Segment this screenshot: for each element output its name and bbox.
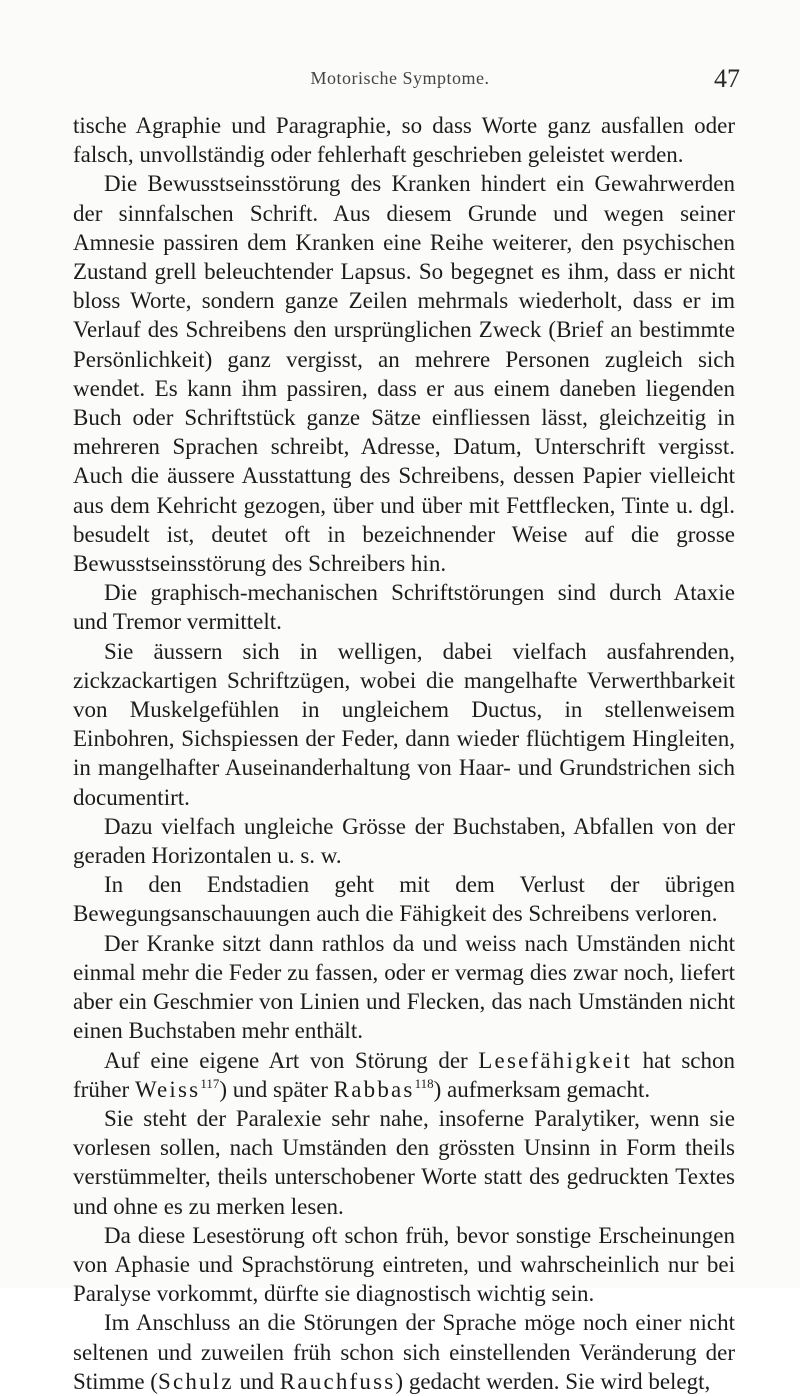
page-number: 47	[714, 64, 740, 93]
text-run: Im Anschluss an die Störungen der Sprache möge noch einer nicht seltenen und zuweilen früh schon sich einstellenden Veränderung der Stimme (	[73, 1310, 735, 1394]
running-head	[0, 64, 800, 98]
author-name: Rauchfuss	[279, 1368, 396, 1394]
paragraph-continuation: tische Agraphie und Paragraphie, so dass Worte ganz ausfallen oder falsch, unvollständig oder fehlerhaft geschrieben geleistet werden.	[73, 113, 735, 168]
emphasized-term: Lesefähigkeit	[478, 1047, 633, 1073]
body-text	[73, 111, 735, 1396]
paragraph-lesefaehigkeit	[73, 1046, 735, 1104]
text-run: Auf eine eigene Art von Störung der	[104, 1047, 479, 1073]
text-run: und	[233, 1368, 280, 1394]
text-run: hat schon früher	[73, 1047, 735, 1102]
paragraph-stimme	[73, 1308, 735, 1396]
paragraph-lesestoerung: Da diese Lesestörung oft schon früh, bevor sonstige Erscheinungen von Aphasie und Sprachstörung eintreten, und wahrscheinlich nur bei Paralyse vorkommt, dürfte sie diagnostisch wichtig sein.	[73, 1222, 735, 1307]
text-run: ) und später	[219, 1076, 334, 1102]
paragraph-buchstaben: Dazu vielfach ungleiche Grösse der Buchstaben, Abfallen von der geraden Horizontalen u. s. w.	[73, 813, 735, 869]
footnote-reference: 117	[200, 1075, 220, 1091]
running-title: Motorische Symptome.	[310, 68, 490, 88]
paragraph-endstadien: In den Endstadien geht mit dem Verlust der übrigen Bewegungsanschauungen auch die Fähigkeit des Schreibens verloren.	[73, 872, 735, 927]
text-run: ) aufmerksam gemacht.	[433, 1076, 651, 1102]
author-name: Weiss	[134, 1076, 201, 1102]
author-name: Schulz	[157, 1368, 234, 1394]
footnote-reference: 118	[414, 1075, 434, 1091]
paragraph-bewusstseinsstoerung: Die Bewusstseinsstörung des Kranken hindert ein Gewahrwerden der sinnfalschen Schrift. Aus diesem Grunde und wegen seiner Amnesie passiren dem Kranken eine Reihe weiterer, den psychischen Zustand grell beleuchtender Lapsus. So begegnet es ihm, dass er nicht bloss Worte, sondern ganze Zeilen mehrmals wiederholt, dass er im Verlauf des Schreibens den ursprünglichen Zweck (Brief an bestimmte Persönlichkeit) ganz vergisst, an mehrere Personen zugleich sich wendet. Es kann ihm passiren, dass er aus einem daneben liegenden Buch oder Schriftstück ganze Sätze einfliessen lässt, gleichzeitig in mehreren Sprachen schreibt, Adresse, Datum, Unterschrift vergisst. Auch die äussere Ausstattung des Schreibens, dessen Papier vielleicht aus dem Kehricht gezogen, über und über mit Fettflecken, Tinte u. dgl. besudelt ist, deutet oft in bezeichnender Weise auf die grosse Bewusstseinsstörung des Schreibers hin.	[73, 171, 735, 577]
paragraph-schriftstoerungen: Die graphisch-mechanischen Schriftstörungen sind durch Ataxie und Tremor vermittelt.	[73, 580, 735, 635]
author-name: Rabbas	[333, 1076, 415, 1102]
paragraph-geschmier: Der Kranke sitzt dann rathlos da und weiss nach Umständen nicht einmal mehr die Feder zu fassen, oder er vermag dies zwar noch, liefert aber ein Geschmier von Linien und Flecken, das nach Umständen nicht einen Buchstaben mehr enthält.	[73, 930, 735, 1044]
text-run: ) gedacht werden. Sie wird belegt,	[395, 1368, 711, 1394]
paragraph-paralexie: Sie steht der Paralexie sehr nahe, insoferne Paralytiker, wenn sie vorlesen sollen, nach Umständen den grössten Unsinn in Form theils verstümmelter, theils unterschobener Worte statt des gedruckten Textes und ohne es zu merken lesen.	[73, 1105, 735, 1219]
paragraph-schriftzuege: Sie äussern sich in welligen, dabei vielfach ausfahrenden, zickzackartigen Schriftzügen, wobei die mangelhafte Verwerthbarkeit von Muskelgefühlen in ungleichem Ductus, in stellenweisem Einbohren, Sichspiessen der Feder, dann wieder flüchtigem Hingleiten, in mangelhafter Auseinanderhaltung von Haar- und Grundstrichen sich documentirt.	[73, 638, 735, 810]
